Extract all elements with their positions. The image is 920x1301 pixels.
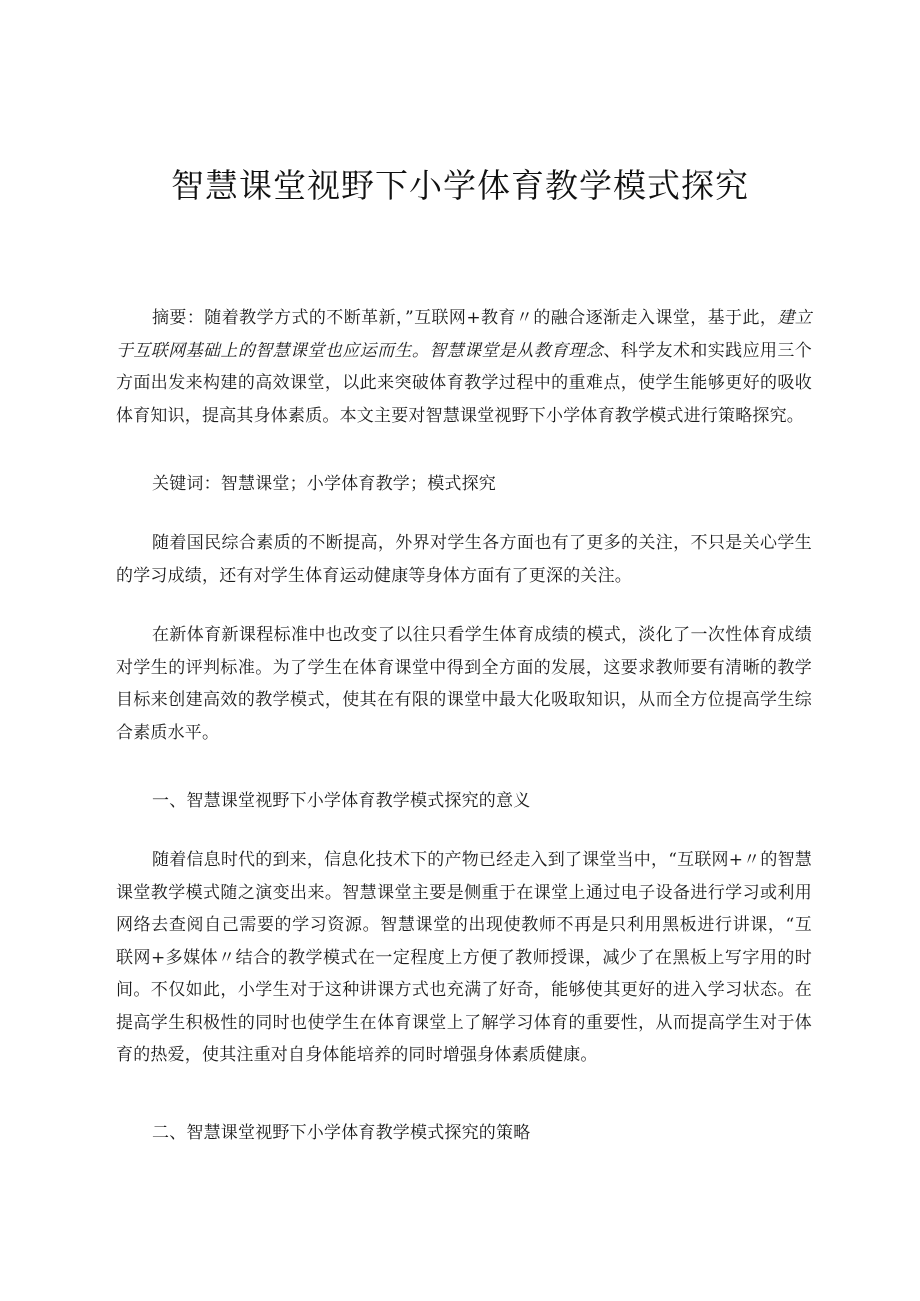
abstract-text-start: 摘要：随着教学方式的不断革新，”互联网+教育〃的融合逐渐走入课堂，基于此， [152, 308, 778, 328]
body-paragraph-3: 随着信息时代的到来，信息化技术下的产物已经走入到了课堂当中，“互联网+〃的智慧课堂教学模式随之演变出来。智慧课堂主要是侧重于在课堂上通过电子设备进行学习或利用网络去查阅自己需要的学习资源。智慧课堂的出现使教师不再是只利用黑板进行讲课，“互联网+多媒体〃结合的教学模式在一定程度上方便了教师授课，减少了在黑板上写字用的时间。不仅如此，小学生对于这种讲课方式也充满了好奇，能够使其更好的进入学习状态。在提高学生积极性的同时也使学生在体育课堂上了解学习体育的重要性，从而提高学生对于体育的热爱，使其注重对自身体能培养的同时增强身体素质健康。 [116, 850, 812, 1065]
body-paragraph-1: 随着国民综合素质的不断提高，外界对学生各方面也有了更多的关注，不只是关心学生的学习成绩，还有对学生体育运动健康等身体方面有了更深的关注。 [116, 533, 812, 586]
section-heading-2: 二、智慧课堂视野下小学体育教学模式探究的策略 [152, 1123, 531, 1143]
abstract-paragraph [116, 302, 812, 432]
document-title: 智慧课堂视野下小学体育教学模式探究 [171, 166, 749, 205]
abstract-text-italic: 建立于互联网基础上的智慧课堂也应运而生。智慧课堂是从教育理念 [116, 308, 812, 361]
body-paragraph-2: 在新体育新课程标准中也改变了以往只看学生体育成绩的模式，淡化了一次性体育成绩对学生的评判标准。为了学生在体育课堂中得到全方面的发展，这要求教师要有清晰的教学目标来创建高效的教学模式，使其在有限的课堂中最大化吸取知识，从而全方位提高学生综合素质水平。 [116, 625, 812, 743]
section-heading-1: 一、智慧课堂视野下小学体育教学模式探究的意义 [152, 791, 531, 811]
keywords-line: 关键词：智慧课堂；小学体育教学；模式探究 [152, 474, 496, 494]
abstract-text-end: 、科学友术和实践应用三个方面出发来构建的高效课堂，以此来突破体育教学过程中的重难点，使学生能够更好的吸收体育知识，提高其身体素质。本文主要对智慧课堂视野下小学体育教学模式进行策略探究。 [116, 340, 812, 426]
